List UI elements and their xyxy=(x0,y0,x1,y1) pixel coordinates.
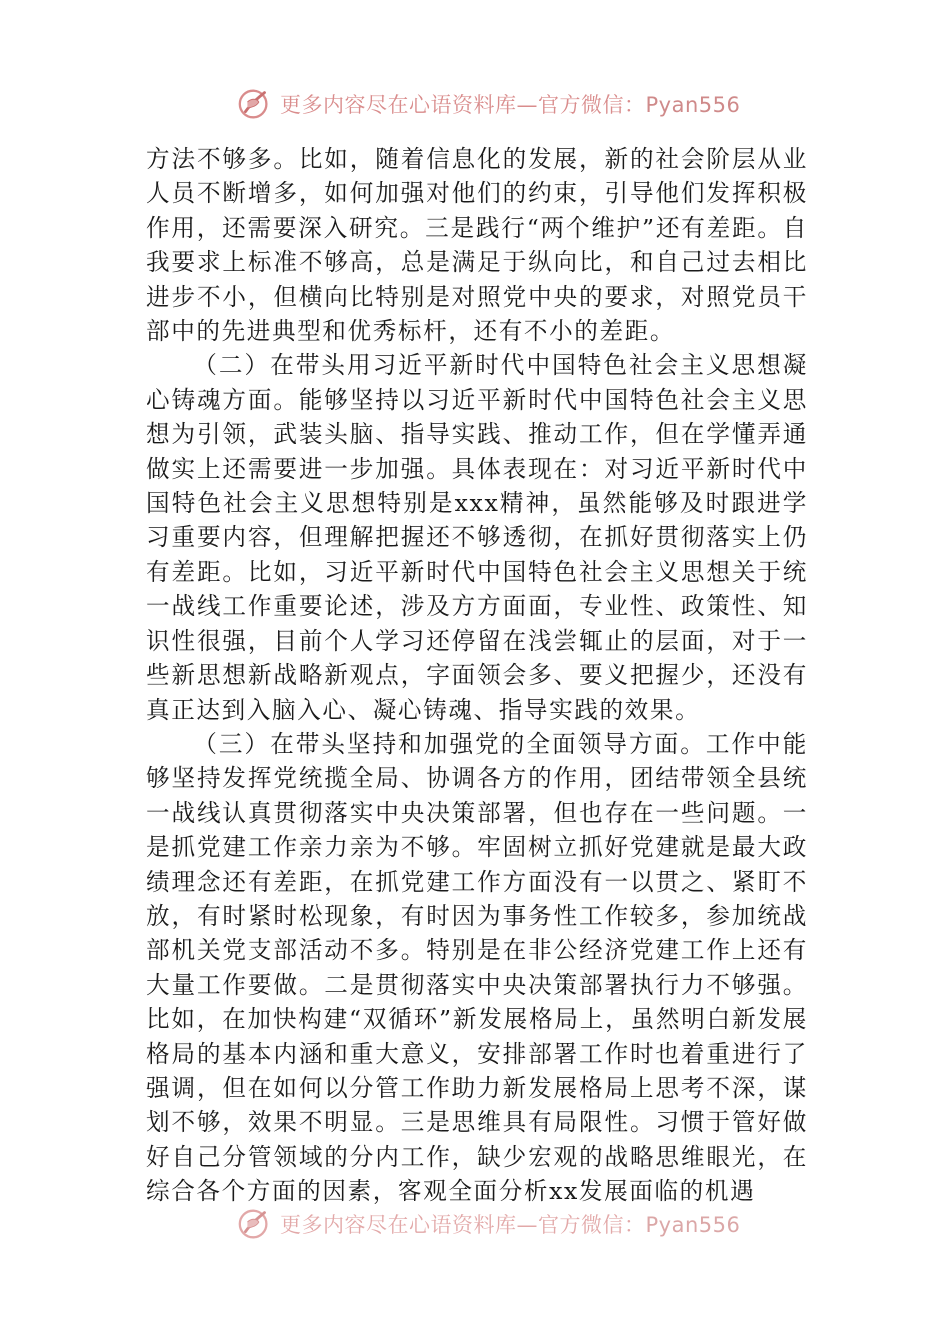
watermark-header xyxy=(236,84,740,124)
watermark-footer xyxy=(236,1204,740,1244)
pen-logo-icon xyxy=(236,1205,274,1243)
paragraph: 方法不够多。比如，随着信息化的发展，新的社会阶层从业人员不断增多，如何加强对他们的约束，引导他们发挥积极作用，还需要深入研究。三是践行“两个维护”还有差距。自我要求上标准不够高，总是满足于纵向比，和自己过去相比进步不小，但横向比特别是对照党中央的要求，对照党员干部中的先进典型和优秀标杆，还有不小的差距。 xyxy=(146,145,808,346)
pen-logo-icon xyxy=(236,85,274,123)
paragraph: （三）在带头坚持和加强党的全面领导方面。工作中能够坚持发挥党统揽全局、协调各方的作用，团结带领全县统一战线认真贯彻落实中央决策部署，但也存在一些问题。一是抓党建工作亲力亲为不够。牢固树立抓好党建就是最大政绩理念还有差距，在抓党建工作方面没有一以贯之、紧盯不放，有时紧时松现象，有时因为事务性工作较多，参加统战部机关党支部活动不多。特别是在非公经济党建工作上还有大量工作要做。二是贯彻落实中央决策部署执行力不够强。比如，在加快构建“双循环”新发展格局上，虽然明白新发展格局的基本内涵和重大意义，安排部署工作时也着重进行了强调，但在如何以分管工作助力新发展格局上思考不深，谋划不够，效果不明显。三是思维具有局限性。习惯于管好做好自己分管领域的分内工作，缺少宏观的战略思维眼光，在综合各个方面的因素，客观全面分析xx发展面临的机遇 xyxy=(146,729,808,1206)
paragraph: （二）在带头用习近平新时代中国特色社会主义思想凝心铸魂方面。能够坚持以习近平新时代中国特色社会主义思想为引领，武装头脑、指导实践、推动工作，但在学懂弄通做实上还需要进一步加强。具体表现在：对习近平新时代中国特色社会主义思想特别是xxx精神，虽然能够及时跟进学习重要内容，但理解把握还不够透彻，在抓好贯彻落实上仍有差距。比如，习近平新时代中国特色社会主义思想关于统一战线工作重要论述，涉及方方面面，专业性、政策性、知识性很强，目前个人学习还停留在浅尝辄止的层面，对于一些新思想新战略新观点，字面领会多、要义把握少，还没有真正达到入脑入心、凝心铸魂、指导实践的效果。 xyxy=(146,351,808,724)
watermark-text: 更多内容尽在心语资料库—官方微信：Pyan556 xyxy=(280,93,741,117)
watermark-text: 更多内容尽在心语资料库—官方微信：Pyan556 xyxy=(280,1213,741,1237)
document-body xyxy=(146,142,808,1209)
